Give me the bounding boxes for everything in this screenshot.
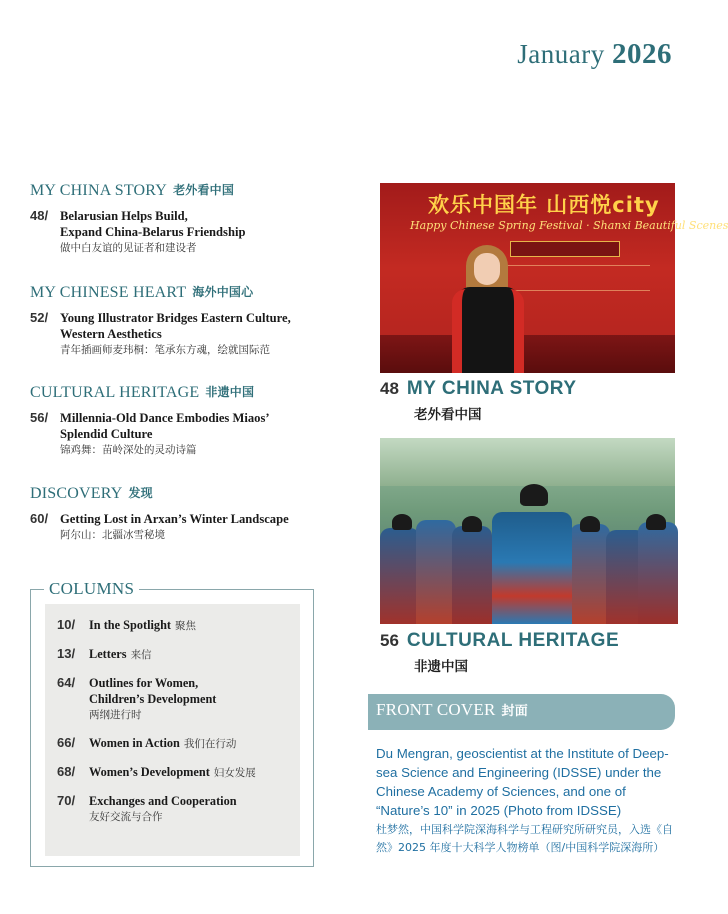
page-number: 60/ [30, 511, 49, 526]
section-cultural-heritage [30, 384, 360, 458]
column-item[interactable] [57, 735, 300, 752]
article-title-zh: 做中白友谊的见证者和建设者 [60, 242, 197, 254]
column-item[interactable] [57, 675, 300, 723]
page-number: 66/ [57, 735, 76, 750]
banner-chinese-text: 欢乐中国年 山西悦city [428, 193, 660, 217]
column-title-zh: 两纲进行时 [89, 709, 142, 721]
page-number: 70/ [57, 793, 76, 808]
column-title: Women in Action [89, 736, 180, 750]
page-number: 64/ [57, 675, 76, 690]
feature-label-my-china-story[interactable] [380, 378, 577, 400]
article-title-line: Western Aesthetics [60, 327, 162, 341]
page-number: 48/ [30, 208, 49, 223]
column-title-zh: 来信 [130, 649, 152, 661]
article-title-line: Getting Lost in Arxan’s Winter Landscape [60, 512, 289, 526]
column-title-zh: 聚焦 [175, 620, 197, 632]
column-item[interactable] [57, 793, 300, 825]
page-number: 52/ [30, 310, 49, 325]
woman-figure [452, 245, 524, 373]
section-title: CULTURAL HERITAGE 非遗中国 [30, 384, 255, 401]
article-title-line: Young Illustrator Bridges Eastern Culture, [60, 311, 291, 325]
feature-photo-miao-dancers[interactable] [380, 438, 675, 624]
page-number: 56/ [30, 410, 49, 425]
feature-title-zh: 老外看中国 [414, 407, 482, 423]
great-wall-decoration [380, 335, 675, 373]
article-title-zh: 青年插画师麦玮桐：笔承东方魂，绘就国际范 [60, 344, 270, 356]
article-title-line: Millennia-Old Dance Embodies Miaos’ [60, 411, 270, 425]
column-item[interactable] [57, 764, 300, 781]
page-number: 68/ [57, 764, 76, 779]
section-discovery [30, 485, 360, 543]
columns-title: COLUMNS [44, 579, 139, 599]
section-title: MY CHINESE HEART 海外中国心 [30, 284, 254, 301]
banner-plate [510, 241, 620, 257]
issue-month: January [517, 39, 605, 69]
banner-english-text: Happy Chinese Spring Festival · Shanxi Beautiful Scenes [410, 219, 728, 232]
issue-year: 2026 [612, 38, 672, 70]
feature-title-zh: 非遗中国 [414, 659, 468, 675]
column-title-zh: 我们在行动 [183, 738, 237, 750]
toc-entry[interactable] [30, 511, 360, 543]
article-title-zh: 锦鸡舞：苗岭深处的灵动诗篇 [60, 444, 197, 456]
column-title-line: Outlines for Women, [89, 676, 199, 690]
column-title: Letters [89, 647, 127, 661]
page-number: 13/ [57, 646, 76, 661]
article-title-zh: 阿尔山：北疆冰雪秘境 [60, 529, 165, 541]
section-title: DISCOVERY 发现 [30, 485, 153, 502]
column-title-zh: 友好交流与合作 [89, 811, 163, 823]
column-title: In the Spotlight [89, 618, 172, 632]
article-title-line: Splendid Culture [60, 427, 153, 441]
page-number: 10/ [57, 617, 76, 632]
trees-background [380, 438, 675, 486]
feature-title: MY CHINA STORY [406, 378, 577, 399]
column-title: Exchanges and Cooperation [89, 794, 237, 808]
front-cover-title: FRONT COVER 封面 [376, 700, 528, 719]
toc-entry[interactable] [30, 208, 360, 256]
article-title-line: Expand China-Belarus Friendship [60, 225, 246, 239]
column-item[interactable] [57, 646, 300, 663]
toc-entry[interactable] [30, 410, 360, 458]
feature-page: 56 [380, 631, 399, 650]
feature-label-cultural-heritage[interactable] [380, 630, 619, 652]
columns-list [45, 604, 300, 856]
section-my-chinese-heart [30, 284, 360, 358]
feature-photo-festival[interactable] [380, 183, 728, 373]
feature-page: 48 [380, 379, 399, 398]
section-my-china-story [30, 182, 360, 256]
front-cover-caption-zh: 杜梦然，中国科学院深海科学与工程研究所研究员，入选《自然》2025 年度十大科学人物榜单（图/中国科学院深海所） [376, 823, 673, 854]
feature-title: CULTURAL HERITAGE [406, 630, 620, 651]
article-title-line: Belarusian Helps Build, [60, 209, 188, 223]
column-title-zh: 妇女发展 [213, 767, 256, 779]
front-cover-caption-en: Du Mengran, geoscientist at the Institute of Deep-sea Science and Engineering (IDSSE) under the Chinese Academy of Sciences, and one of “Nature’s 10” in 2025 (Photo from IDSSE) [376, 746, 669, 818]
section-title: MY CHINA STORY 老外看中国 [30, 182, 235, 199]
dancers-crowd [380, 494, 675, 624]
issue-date [517, 38, 672, 71]
column-title-line: Children’s Development [89, 692, 217, 706]
toc-entry[interactable] [30, 310, 360, 358]
column-item[interactable] [57, 617, 300, 634]
column-title: Women’s Development [89, 765, 210, 779]
